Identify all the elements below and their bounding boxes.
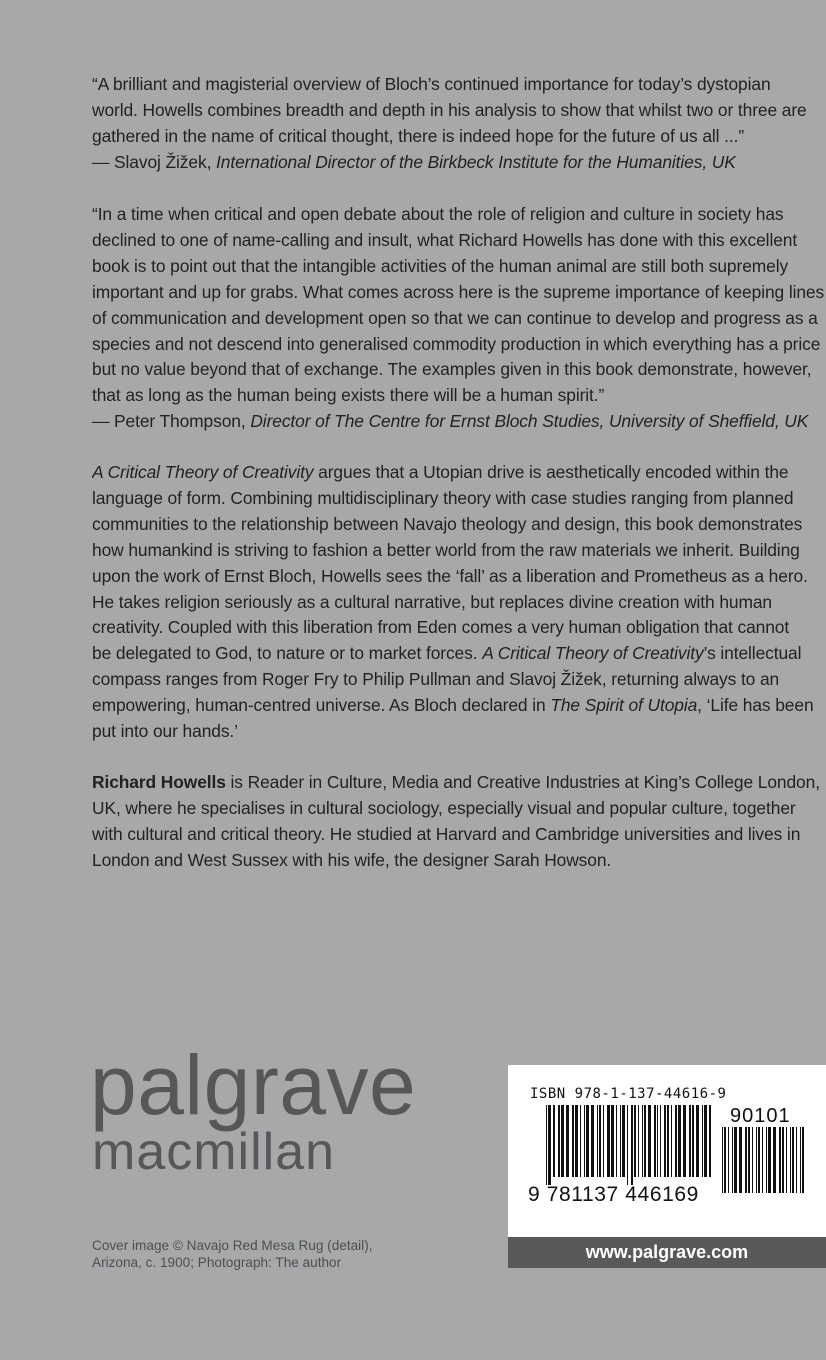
barcode-bar	[553, 1105, 555, 1177]
author-name: Richard Howells	[92, 772, 226, 792]
blurb-text: be delegated to God, to nature or to market forces.	[92, 643, 483, 664]
barcode-bar	[762, 1127, 763, 1193]
barcode-bar	[657, 1105, 658, 1177]
barcode-bar	[678, 1105, 681, 1177]
barcode-bar	[575, 1105, 578, 1177]
blurb-line	[92, 641, 826, 667]
barcode-bar	[728, 1127, 729, 1193]
blurb-line: upon the work of Ernst Bloch, Howells sees the ‘fall’ as a liberation and Prometheus as a hero.	[92, 565, 808, 586]
barcode-ean-digits: 9 781137 446169	[528, 1183, 699, 1206]
blurb-line: creativity. Coupled with this liberation from Eden comes a very human obligation that cannot	[92, 617, 790, 638]
bio-line: London and West Sussex with his wife, the designer Sarah Howson.	[92, 849, 612, 870]
barcode-bar	[792, 1127, 794, 1193]
quote-line: important and up for grabs. What comes across here is the supreme importance of keeping lines	[92, 281, 825, 302]
barcode-bar	[546, 1105, 547, 1185]
barcode-bar	[704, 1105, 707, 1177]
barcode-bar	[616, 1105, 617, 1177]
quote-attribution	[92, 150, 826, 176]
quote-zizek	[92, 72, 826, 176]
barcode-bar	[591, 1105, 594, 1177]
isbn-label: ISBN 978-1-137-44616-9	[530, 1086, 727, 1102]
barcode-bar	[773, 1127, 776, 1193]
blurb-line: language of form. Combining multidisciplinary theory with case studies ranging from planned	[92, 487, 794, 508]
barcode-bar	[752, 1127, 753, 1193]
publisher-logo-palgrave: palgrave	[90, 1038, 417, 1132]
attribution-role: Director of The Centre for Ernst Bloch Studies, University of Sheffield, UK	[250, 411, 809, 432]
quote-thompson	[92, 202, 826, 435]
credit-line: Arizona, c. 1900; Photograph: The author	[92, 1255, 342, 1270]
barcode-bar	[627, 1105, 628, 1185]
barcode-bar	[734, 1127, 737, 1193]
barcode-bar	[702, 1105, 703, 1177]
barcode-bar	[732, 1127, 733, 1193]
barcode-bar	[790, 1127, 791, 1193]
barcode-bar	[548, 1105, 551, 1185]
barcode-bar	[558, 1105, 560, 1177]
barcode-bar	[611, 1105, 614, 1177]
barcode-bar	[572, 1105, 574, 1177]
barcode-bar	[584, 1105, 585, 1177]
blurb-line: put into our hands.’	[92, 721, 238, 742]
barcode-bar	[766, 1127, 767, 1193]
barcode-bar	[654, 1105, 656, 1177]
barcode-bar	[786, 1127, 787, 1193]
barcode-bar	[748, 1127, 750, 1193]
barcode-bar	[599, 1105, 601, 1177]
cover-credit	[92, 1237, 373, 1271]
quote-line: “In a time when critical and open debate about the role of religion and culture in society has	[92, 204, 784, 224]
barcode-bar	[739, 1127, 742, 1193]
barcode-bar	[634, 1105, 636, 1177]
blurb-line: how humankind is striving to fashion a better world from the raw materials we inherit. Building	[92, 539, 800, 560]
quote-attribution	[92, 409, 826, 435]
barcode-bar	[631, 1105, 633, 1185]
bio-line: UK, where he specialises in cultural sociology, especially visual and popular culture, together	[92, 797, 796, 818]
attribution-name: — Slavoj Žižek,	[92, 151, 217, 172]
barcode-bar	[779, 1127, 781, 1193]
barcode-bar	[758, 1127, 760, 1193]
blurb-text: , ‘Life has been	[697, 695, 814, 716]
barcode-bar	[648, 1105, 651, 1177]
barcode-bar	[566, 1105, 569, 1177]
quote-line: but no value beyond that of exchange. The examples given in this book demonstrate, however,	[92, 359, 812, 380]
bio-text: is Reader in Culture, Media and Creative Industries at King’s College London,	[225, 772, 820, 792]
barcode-bar	[689, 1105, 691, 1177]
barcode-bar	[642, 1105, 643, 1177]
publisher-url[interactable]: www.palgrave.com	[508, 1237, 826, 1268]
quote-line: that as long as the human being exists there will be a human spirit.”	[92, 385, 605, 406]
blurb-line: communities to the relationship between Navajo theology and design, this book demonstrates	[92, 513, 803, 534]
attribution-name: — Peter Thompson,	[92, 411, 251, 432]
barcode-bar	[561, 1105, 564, 1177]
barcode-bar	[782, 1127, 784, 1193]
book-title: A Critical Theory of Creativity	[482, 643, 704, 664]
quote-line: declined to one of name-calling and insult, what Richard Howells has done with this excellent	[92, 229, 798, 250]
barcode-bar	[768, 1127, 771, 1193]
barcode-bar	[696, 1105, 699, 1177]
barcode-bar	[644, 1105, 646, 1177]
quote-line: of communication and development open so that we can continue to develop and progress as a	[92, 307, 818, 328]
barcode-bar	[675, 1105, 677, 1177]
credit-line: Cover image © Navajo Red Mesa Rug (detail),	[92, 1238, 373, 1253]
barcode-bar	[597, 1105, 598, 1177]
barcode-bar	[660, 1105, 661, 1177]
quote-line: book is to point out that the intangible activities of the human animal are still both supremely	[92, 255, 789, 276]
barcode-bar	[622, 1105, 625, 1177]
barcode-bar	[724, 1127, 726, 1193]
quote-line: species and not descend into generalised commodity production in which everything has a price	[92, 333, 821, 354]
barcode-bars	[508, 1065, 826, 1237]
bio-line	[92, 770, 826, 796]
blurb-text: empowering, human-centred universe. As Bloch declared in	[92, 695, 551, 716]
book-blurb	[92, 460, 826, 745]
barcode-bar	[722, 1127, 723, 1193]
barcode-bar	[671, 1105, 672, 1177]
barcode-bar	[756, 1127, 757, 1193]
bio-line: with cultural and critical theory. He studied at Harvard and Cambridge universities and lives in	[92, 823, 801, 844]
barcode-bar	[607, 1105, 610, 1177]
barcode-bar	[603, 1105, 604, 1177]
quote-line: world. Howells combines breadth and depth in his analysis to show that whilst two or three are	[92, 99, 807, 120]
blurb-line	[92, 693, 826, 719]
barcode-bar	[638, 1105, 639, 1177]
cited-title: The Spirit of Utopia	[550, 695, 698, 716]
quote-line: gathered in the name of critical thought, there is indeed hope for the future of us all ...”	[92, 125, 745, 146]
blurb-line: He takes religion seriously as a cultural narrative, but replaces divine creation with human	[92, 591, 773, 612]
barcode-bar	[664, 1105, 666, 1177]
blurb-text: ’s intellectual	[703, 643, 802, 664]
barcode-panel	[508, 1065, 826, 1237]
barcode-bar	[800, 1127, 801, 1193]
barcode-bar	[692, 1105, 694, 1177]
barcode-bar	[709, 1105, 711, 1177]
publisher-logo-macmillan: macmillan	[92, 1123, 336, 1181]
barcode-bar	[580, 1105, 581, 1177]
author-bio	[92, 770, 826, 874]
barcode-addon-digits: 90101	[730, 1105, 791, 1127]
barcode-bar	[667, 1105, 669, 1177]
barcode-bar	[745, 1127, 747, 1193]
barcode-bar	[620, 1105, 621, 1177]
barcode-bar	[802, 1127, 804, 1193]
barcode-bar	[586, 1105, 589, 1177]
blurb-text: argues that a Utopian drive is aesthetically encoded within the	[313, 462, 789, 482]
attribution-role: International Director of the Birkbeck Institute for the Humanities, UK	[216, 151, 736, 172]
quote-line: “A brilliant and magisterial overview of Bloch’s continued importance for today’s dystopian	[92, 74, 771, 94]
book-title: A Critical Theory of Creativity	[92, 462, 314, 482]
barcode-bar	[796, 1127, 797, 1193]
blurb-line	[92, 460, 826, 486]
blurb-line: compass ranges from Roger Fry to Philip Pullman and Slavoj Žižek, returning always to an	[92, 669, 780, 690]
barcode-bar	[683, 1105, 686, 1177]
